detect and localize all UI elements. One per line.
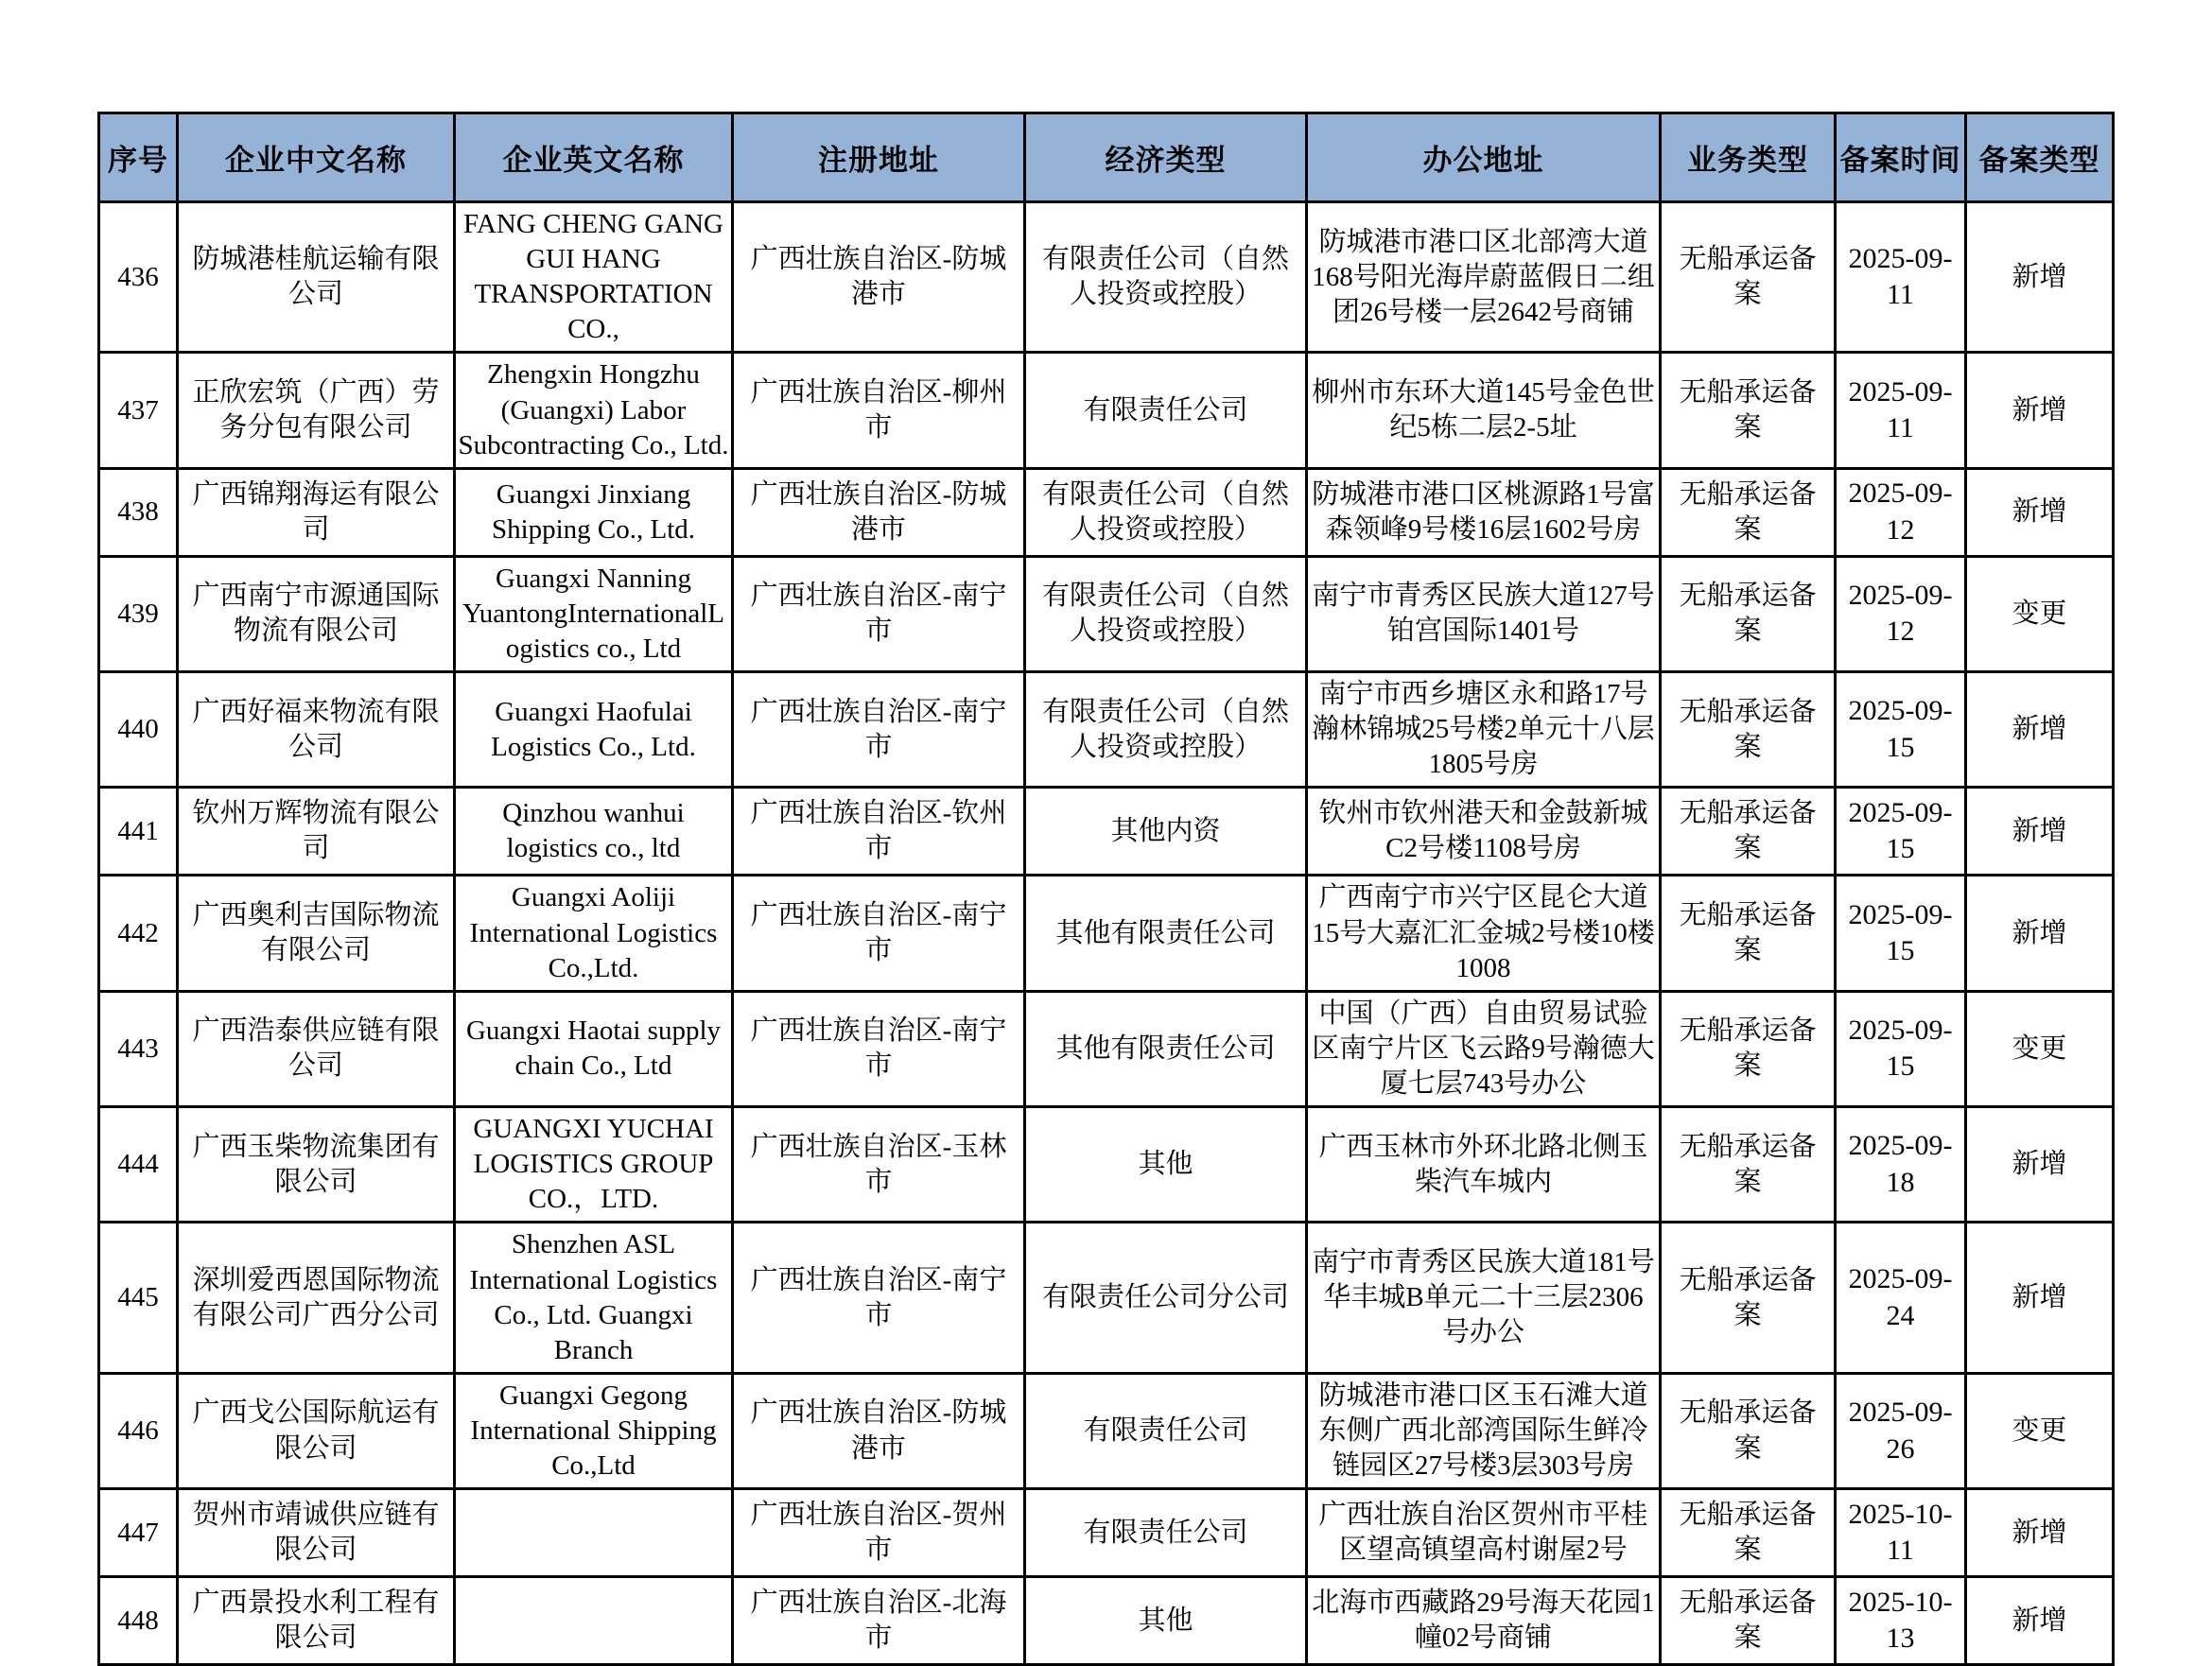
- cell-office_addr: 防城港市港口区桃源路1号富森领峰9号楼16层1602号房: [1307, 468, 1661, 556]
- cell-filing_type: 新增: [1966, 1107, 2114, 1223]
- cell-econ_type: 有限责任公司（自然人投资或控股）: [1025, 672, 1307, 788]
- cell-reg_addr: 广西壮族自治区-防城港市: [733, 1373, 1025, 1488]
- cell-en_name: FANG CHENG GANG GUI HANG TRANSPORTATION CO.,: [455, 202, 733, 353]
- header-row: [99, 113, 2114, 202]
- cell-econ_type: 有限责任公司: [1025, 1373, 1307, 1488]
- table-body: [99, 202, 2114, 1665]
- cell-biz_type: 无船承运备案: [1661, 353, 1836, 468]
- cell-en_name: Guangxi Nanning YuantongInternationalLogistics co., Ltd: [455, 556, 733, 671]
- cell-cn_name: 钦州万辉物流有限公司: [178, 788, 455, 876]
- cell-econ_type: 有限责任公司（自然人投资或控股）: [1025, 468, 1307, 556]
- cell-filing_date: 2025-09-11: [1836, 353, 1966, 468]
- cell-cn_name: 广西景投水利工程有限公司: [178, 1577, 455, 1665]
- column-header-cn-name: 企业中文名称: [178, 113, 455, 202]
- cell-en_name: Guangxi Haofulai Logistics Co., Ltd.: [455, 672, 733, 788]
- column-header-filing-date: 备案时间: [1836, 113, 1966, 202]
- cell-filing_type: 新增: [1966, 1223, 2114, 1373]
- cell-reg_addr: 广西壮族自治区-钦州市: [733, 788, 1025, 876]
- cell-filing_date: 2025-09-12: [1836, 468, 1966, 556]
- cell-filing_type: 变更: [1966, 556, 2114, 671]
- cell-filing_date: 2025-09-26: [1836, 1373, 1966, 1488]
- cell-reg_addr: 广西壮族自治区-贺州市: [733, 1489, 1025, 1577]
- cell-filing_type: 变更: [1966, 991, 2114, 1106]
- cell-office_addr: 广西壮族自治区贺州市平桂区望高镇望高村谢屋2号: [1307, 1489, 1661, 1577]
- cell-cn_name: 广西玉柴物流集团有限公司: [178, 1107, 455, 1223]
- cell-cn_name: 广西戈公国际航运有限公司: [178, 1373, 455, 1488]
- table-row: [99, 1373, 2114, 1488]
- table-row: [99, 202, 2114, 353]
- cell-office_addr: 北海市西藏路29号海天花园1幢02号商铺: [1307, 1577, 1661, 1665]
- column-header-reg-addr: 注册地址: [733, 113, 1025, 202]
- cell-biz_type: 无船承运备案: [1661, 468, 1836, 556]
- cell-filing_date: 2025-10-11: [1836, 1489, 1966, 1577]
- cell-seq: 442: [99, 876, 178, 991]
- cell-office_addr: 钦州市钦州港天和金鼓新城C2号楼1108号房: [1307, 788, 1661, 876]
- cell-cn_name: 贺州市靖诚供应链有限公司: [178, 1489, 455, 1577]
- cell-cn_name: 防城港桂航运输有限公司: [178, 202, 455, 353]
- table-row: [99, 1489, 2114, 1577]
- cell-seq: 446: [99, 1373, 178, 1488]
- cell-reg_addr: 广西壮族自治区-南宁市: [733, 876, 1025, 991]
- cell-filing_date: 2025-09-12: [1836, 556, 1966, 671]
- cell-econ_type: 其他: [1025, 1577, 1307, 1665]
- cell-econ_type: 其他: [1025, 1107, 1307, 1223]
- cell-filing_date: 2025-09-24: [1836, 1223, 1966, 1373]
- table-row: [99, 876, 2114, 991]
- cell-filing_type: 新增: [1966, 1489, 2114, 1577]
- cell-filing_type: 新增: [1966, 876, 2114, 991]
- cell-biz_type: 无船承运备案: [1661, 1373, 1836, 1488]
- cell-seq: 443: [99, 991, 178, 1106]
- column-header-filing-type: 备案类型: [1966, 113, 2114, 202]
- cell-en_name: Qinzhou wanhui logistics co., ltd: [455, 788, 733, 876]
- table-header: [99, 113, 2114, 202]
- cell-office_addr: 广西玉林市外环北路北侧玉柴汽车城内: [1307, 1107, 1661, 1223]
- cell-econ_type: 有限责任公司（自然人投资或控股）: [1025, 556, 1307, 671]
- cell-econ_type: 其他有限责任公司: [1025, 876, 1307, 991]
- cell-reg_addr: 广西壮族自治区-防城港市: [733, 468, 1025, 556]
- cell-seq: 437: [99, 353, 178, 468]
- table-row: [99, 672, 2114, 788]
- cell-office_addr: 柳州市东环大道145号金色世纪5栋二层2-5址: [1307, 353, 1661, 468]
- cell-biz_type: 无船承运备案: [1661, 788, 1836, 876]
- cell-filing_date: 2025-09-18: [1836, 1107, 1966, 1223]
- cell-econ_type: 有限责任公司（自然人投资或控股）: [1025, 202, 1307, 353]
- cell-office_addr: 防城港市港口区玉石滩大道东侧广西北部湾国际生鲜冷链园区27号楼3层303号房: [1307, 1373, 1661, 1488]
- cell-filing_type: 新增: [1966, 353, 2114, 468]
- cell-cn_name: 广西浩泰供应链有限公司: [178, 991, 455, 1106]
- nvocc-filing-table: [97, 112, 2115, 1666]
- cell-seq: 436: [99, 202, 178, 353]
- cell-seq: 444: [99, 1107, 178, 1223]
- cell-filing_type: 新增: [1966, 468, 2114, 556]
- table-row: [99, 556, 2114, 671]
- table-row: [99, 468, 2114, 556]
- cell-en_name: GUANGXI YUCHAI LOGISTICS GROUP CO.，LTD.: [455, 1107, 733, 1223]
- column-header-en-name: 企业英文名称: [455, 113, 733, 202]
- cell-filing_date: 2025-09-11: [1836, 202, 1966, 353]
- cell-biz_type: 无船承运备案: [1661, 672, 1836, 788]
- cell-filing_type: 新增: [1966, 1577, 2114, 1665]
- cell-biz_type: 无船承运备案: [1661, 1577, 1836, 1665]
- cell-filing_type: 变更: [1966, 1373, 2114, 1488]
- cell-cn_name: 广西南宁市源通国际物流有限公司: [178, 556, 455, 671]
- cell-econ_type: 其他内资: [1025, 788, 1307, 876]
- cell-seq: 448: [99, 1577, 178, 1665]
- cell-econ_type: 有限责任公司分公司: [1025, 1223, 1307, 1373]
- cell-econ_type: 有限责任公司: [1025, 1489, 1307, 1577]
- cell-filing_type: 新增: [1966, 202, 2114, 353]
- cell-cn_name: 深圳爱西恩国际物流有限公司广西分公司: [178, 1223, 455, 1373]
- cell-filing_date: 2025-09-15: [1836, 991, 1966, 1106]
- cell-en_name: [455, 1577, 733, 1665]
- cell-filing_date: 2025-09-15: [1836, 672, 1966, 788]
- cell-biz_type: 无船承运备案: [1661, 202, 1836, 353]
- cell-reg_addr: 广西壮族自治区-南宁市: [733, 991, 1025, 1106]
- cell-cn_name: 广西锦翔海运有限公司: [178, 468, 455, 556]
- cell-filing_type: 新增: [1966, 672, 2114, 788]
- table-row: [99, 1577, 2114, 1665]
- cell-office_addr: 南宁市青秀区民族大道127号铂宫国际1401号: [1307, 556, 1661, 671]
- cell-seq: 441: [99, 788, 178, 876]
- cell-reg_addr: 广西壮族自治区-南宁市: [733, 556, 1025, 671]
- table-row: [99, 991, 2114, 1106]
- cell-seq: 439: [99, 556, 178, 671]
- cell-office_addr: 广西南宁市兴宁区昆仑大道15号大嘉汇汇金城2号楼10楼1008: [1307, 876, 1661, 991]
- column-header-biz-type: 业务类型: [1661, 113, 1836, 202]
- cell-en_name: Guangxi Jinxiang Shipping Co., Ltd.: [455, 468, 733, 556]
- cell-reg_addr: 广西壮族自治区-北海市: [733, 1577, 1025, 1665]
- column-header-econ-type: 经济类型: [1025, 113, 1307, 202]
- cell-en_name: Guangxi Haotai supply chain Co., Ltd: [455, 991, 733, 1106]
- cell-filing_date: 2025-10-13: [1836, 1577, 1966, 1665]
- cell-reg_addr: 广西壮族自治区-南宁市: [733, 1223, 1025, 1373]
- cell-office_addr: 防城港市港口区北部湾大道168号阳光海岸蔚蓝假日二组团26号楼一层2642号商铺: [1307, 202, 1661, 353]
- cell-seq: 447: [99, 1489, 178, 1577]
- cell-en_name: Guangxi Aoliji International Logistics Co.,Ltd.: [455, 876, 733, 991]
- cell-en_name: Zhengxin Hongzhu (Guangxi) Labor Subcontracting Co., Ltd.: [455, 353, 733, 468]
- cell-reg_addr: 广西壮族自治区-柳州市: [733, 353, 1025, 468]
- cell-filing_type: 新增: [1966, 788, 2114, 876]
- cell-econ_type: 有限责任公司: [1025, 353, 1307, 468]
- cell-office_addr: 南宁市青秀区民族大道181号华丰城B单元二十三层2306号办公: [1307, 1223, 1661, 1373]
- cell-biz_type: 无船承运备案: [1661, 556, 1836, 671]
- cell-biz_type: 无船承运备案: [1661, 876, 1836, 991]
- cell-cn_name: 广西奥利吉国际物流有限公司: [178, 876, 455, 991]
- cell-en_name: [455, 1489, 733, 1577]
- table-row: [99, 1107, 2114, 1223]
- cell-seq: 440: [99, 672, 178, 788]
- cell-en_name: Guangxi Gegong International Shipping Co.,Ltd: [455, 1373, 733, 1488]
- cell-filing_date: 2025-09-15: [1836, 876, 1966, 991]
- cell-econ_type: 其他有限责任公司: [1025, 991, 1307, 1106]
- cell-biz_type: 无船承运备案: [1661, 1223, 1836, 1373]
- cell-office_addr: 中国（广西）自由贸易试验区南宁片区飞云路9号瀚德大厦七层743号办公: [1307, 991, 1661, 1106]
- table-row: [99, 1223, 2114, 1373]
- table-row: [99, 788, 2114, 876]
- cell-cn_name: 广西好福来物流有限公司: [178, 672, 455, 788]
- column-header-office-addr: 办公地址: [1307, 113, 1661, 202]
- cell-filing_date: 2025-09-15: [1836, 788, 1966, 876]
- cell-seq: 445: [99, 1223, 178, 1373]
- cell-seq: 438: [99, 468, 178, 556]
- cell-reg_addr: 广西壮族自治区-玉林市: [733, 1107, 1025, 1223]
- table-row: [99, 353, 2114, 468]
- cell-biz_type: 无船承运备案: [1661, 1489, 1836, 1577]
- cell-cn_name: 正欣宏筑（广西）劳务分包有限公司: [178, 353, 455, 468]
- column-header-seq: 序号: [99, 113, 178, 202]
- cell-office_addr: 南宁市西乡塘区永和路17号瀚林锦城25号楼2单元十八层1805号房: [1307, 672, 1661, 788]
- cell-en_name: Shenzhen ASL International Logistics Co., Ltd. Guangxi Branch: [455, 1223, 733, 1373]
- cell-biz_type: 无船承运备案: [1661, 1107, 1836, 1223]
- cell-reg_addr: 广西壮族自治区-防城港市: [733, 202, 1025, 353]
- cell-biz_type: 无船承运备案: [1661, 991, 1836, 1106]
- cell-reg_addr: 广西壮族自治区-南宁市: [733, 672, 1025, 788]
